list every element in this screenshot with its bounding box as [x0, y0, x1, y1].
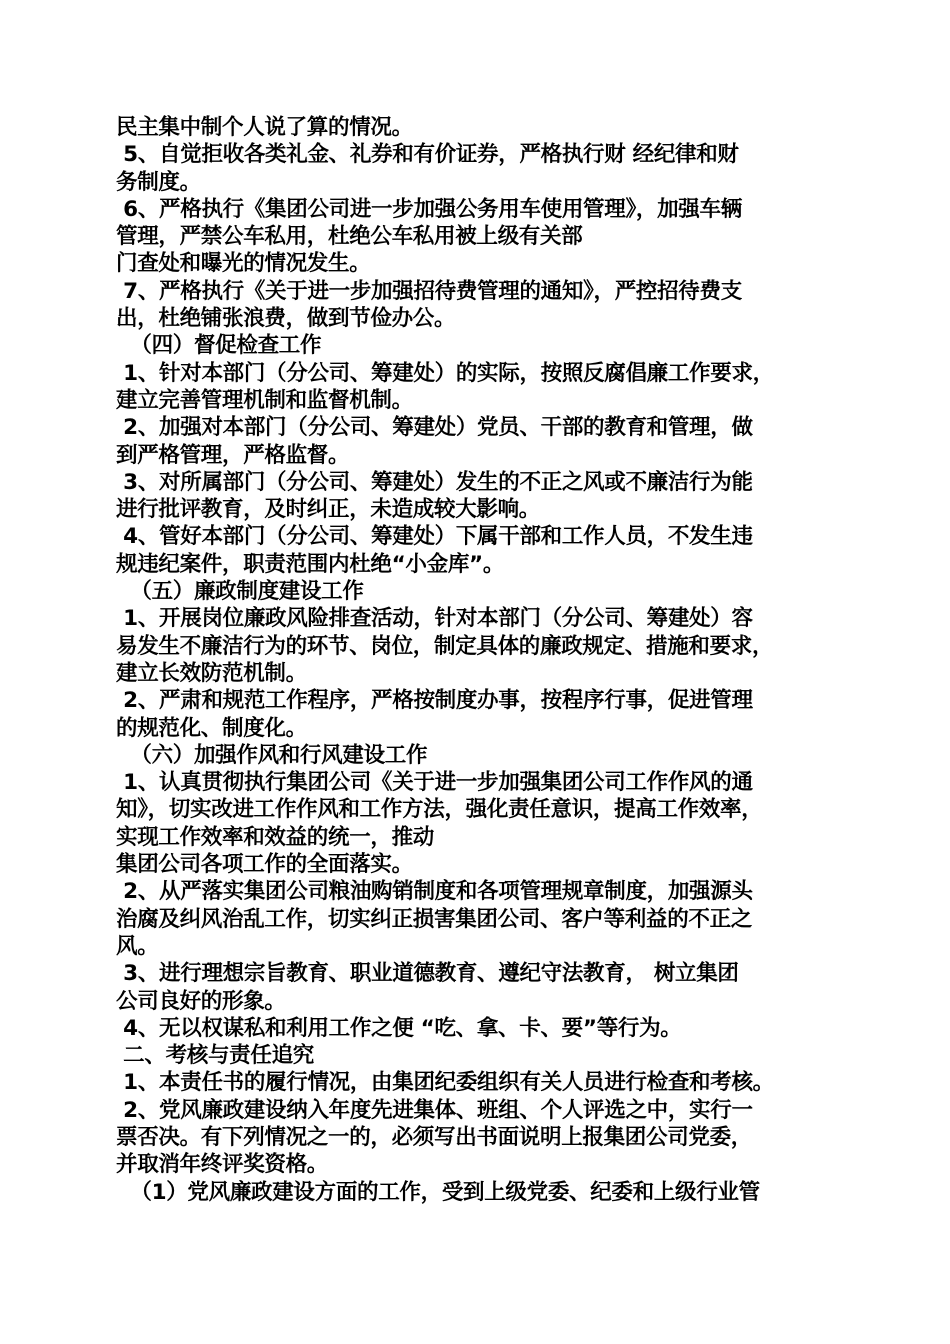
text-line: 门查处和曝光的情况发生。: [116, 251, 371, 277]
text-line: 实现工作效率和效益的统一，推动: [116, 824, 435, 850]
section-heading: 二、考核与责任追究: [116, 1043, 314, 1069]
text-line: 1、认真贯彻执行集团公司《关于进一步加强集团公司工作作风的通: [116, 770, 753, 796]
text-line: 2、党风廉政建设纳入年度先进集体、班组、个人评选之中，实行一: [116, 1097, 753, 1123]
section-heading: （五）廉政制度建设工作: [116, 579, 364, 605]
text-line: 6、严格执行《集团公司进一步加强公务用车使用管理》，加强车辆: [116, 196, 742, 222]
text-line: 2、从严落实集团公司粮油购销制度和各项管理规章制度，加强源头: [116, 879, 753, 905]
text-line: 3、对所属部门（分公司、筹建处）发生的不正之风或不廉洁行为能: [116, 469, 753, 495]
section-heading: （四）督促检查工作: [116, 333, 322, 359]
text-line: 2、严肃和规范工作程序，严格按制度办事，按程序行事，促进管理: [116, 688, 753, 714]
text-line: （1）党风廉政建设方面的工作，受到上级党委、纪委和上级行业管: [116, 1179, 760, 1205]
text-line: 易发生不廉洁行为的环节、岗位，制定具体的廉政规定、措施和要求，: [116, 633, 774, 659]
text-line: 务制度。: [116, 169, 201, 195]
text-line: 并取消年终评奖资格。: [116, 1152, 329, 1178]
text-line: 5、自觉拒收各类礼金、礼券和有价证券，严格执行财 经纪律和财: [116, 142, 739, 168]
text-line: 规违纪案件，职责范围内杜绝“小金库”。: [116, 551, 505, 577]
text-line: 到严格管理，严格监督。: [116, 442, 350, 468]
text-line: 3、进行理想宗旨教育、职业道德教育、遵纪守法教育， 树立集团: [116, 961, 739, 987]
text-line: 出，杜绝铺张浪费，做到节俭办公。: [116, 306, 456, 332]
text-line: 风。: [116, 933, 159, 959]
text-line: 治腐及纠风治乱工作，切实纠正损害集团公司、客户等利益的不正之: [116, 906, 753, 932]
text-line: 的规范化、制度化。: [116, 715, 307, 741]
text-line: 4、管好本部门（分公司、筹建处）下属干部和工作人员，不发生违: [116, 524, 753, 550]
text-line: 集团公司各项工作的全面落实。: [116, 852, 413, 878]
text-line: 1、本责任书的履行情况，由集团纪委组织有关人员进行检查和考核。: [116, 1070, 774, 1096]
text-line: 1、针对本部门（分公司、筹建处）的实际，按照反腐倡廉工作要求，: [116, 360, 774, 386]
text-line: 票否决。有下列情况之一的，必须写出书面说明上报集团公司党委，: [116, 1124, 753, 1150]
text-line: 建立完善管理机制和监督机制。: [116, 387, 413, 413]
text-line: 民主集中制个人说了算的情况。: [116, 115, 413, 140]
document-body: [116, 114, 916, 1206]
text-line: 2、加强对本部门（分公司、筹建处）党员、干部的教育和管理，做: [116, 415, 753, 441]
text-line: 知》，切实改进工作作风和工作方法，强化责任意识，提高工作效率，: [116, 797, 763, 823]
text-line: 进行批评教育，及时纠正，未造成较大影响。: [116, 497, 541, 523]
text-line: 建立长效防范机制。: [116, 660, 307, 686]
text-line: 1、开展岗位廉政风险排查活动，针对本部门（分公司、筹建处）容: [116, 606, 753, 632]
text-line: 管理，严禁公车私用，杜绝公车私用被上级有关部: [116, 224, 583, 250]
text-line: 7、严格执行《关于进一步加强招待费管理的通知》，严控招待费支: [116, 278, 742, 304]
text-line: 公司良好的形象。: [116, 988, 286, 1014]
text-line: 4、无以权谋私和利用工作之便 “吃、拿、卡、要”等行为。: [116, 1015, 682, 1041]
section-heading: （六）加强作风和行风建设工作: [116, 742, 428, 768]
